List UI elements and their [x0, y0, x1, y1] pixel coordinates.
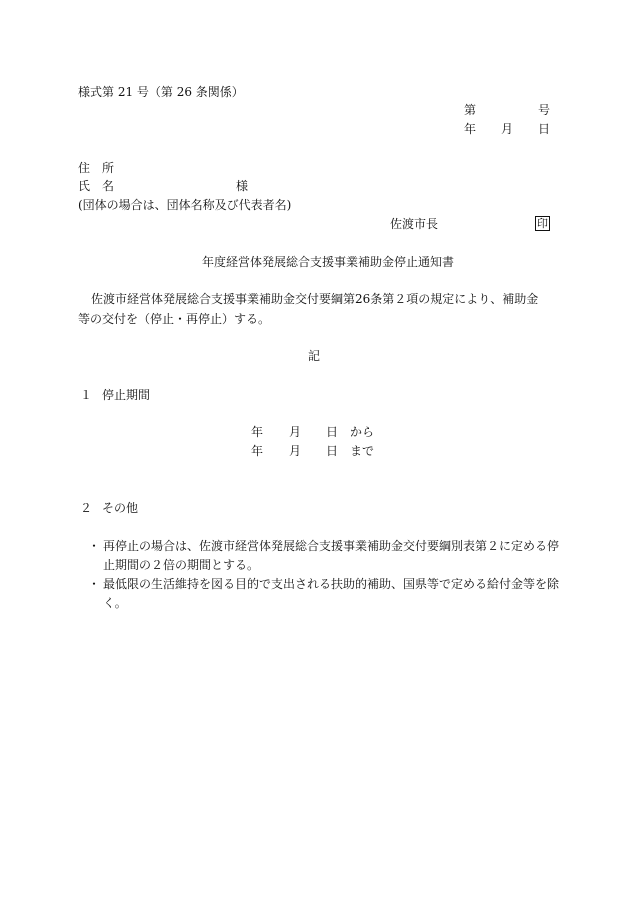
period-from-day: 日 [326, 425, 339, 439]
body-text-line-1: 佐渡市経営体発展総合支援事業補助金交付要綱第26条第２項の規定により、補助金 [91, 292, 539, 306]
issuer-name: 佐渡市長 [390, 217, 439, 231]
number-prefix: 第 [464, 103, 477, 117]
date-year: 年 [464, 122, 477, 136]
list-item [88, 575, 560, 613]
form-number: 様式第 21 号（第 26 条関係） [78, 85, 244, 99]
date-day: 日 [538, 122, 551, 136]
list-item-text: 最低限の生活維持を図る目的で支出される扶助的補助、国県等で定める給付金等を除く。 [103, 577, 560, 610]
section-2-title: その他 [102, 501, 139, 515]
section-1-title: 停止期間 [102, 388, 151, 402]
period-from-label: から [350, 425, 375, 439]
period-to-year: 年 [251, 444, 264, 458]
name-label: 氏 名 [78, 179, 115, 193]
list-item-text: 再停止の場合は、佐渡市経営体発展総合支援事業補助金交付要綱別表第２に定める停止期間の２倍の期間とする。 [103, 539, 560, 572]
organization-note: (団体の場合は、団体名称及び代表者名) [78, 198, 292, 212]
seal-mark [535, 216, 550, 231]
body-text-line-2: 等の交付を（停止・再停止）する。 [78, 312, 271, 326]
period-to-day: 日 [326, 444, 339, 458]
date-month: 月 [501, 122, 514, 136]
bullet-mark: ・ [88, 539, 101, 553]
ki-heading: 記 [308, 349, 321, 363]
section-1-number: １ [80, 388, 93, 402]
bullet-mark: ・ [88, 577, 101, 591]
list-item [88, 537, 560, 575]
period-from-month: 月 [289, 425, 302, 439]
number-suffix: 号 [538, 103, 551, 117]
document-title: 年度経営体発展総合支援事業補助金停止通知書 [202, 255, 455, 269]
honorific: 様 [236, 179, 249, 193]
period-to-month: 月 [289, 444, 302, 458]
period-from-year: 年 [251, 425, 264, 439]
period-to-label: まで [350, 444, 375, 458]
section-2-number: ２ [80, 501, 93, 515]
seal-box: 印 [537, 217, 548, 230]
address-label: 住 所 [78, 161, 115, 175]
